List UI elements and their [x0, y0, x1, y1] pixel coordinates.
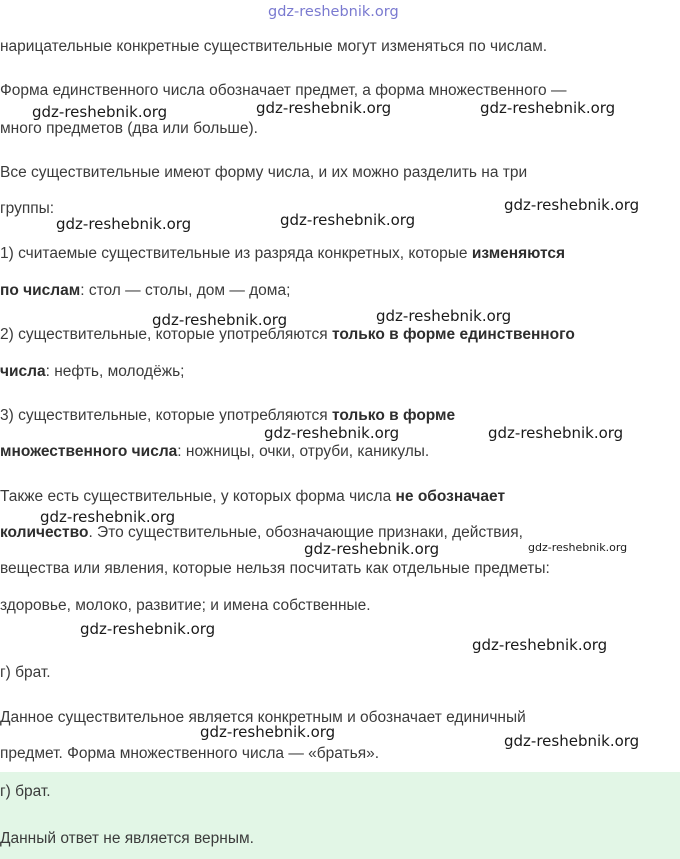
- watermark: gdz-reshebnik.org: [376, 307, 512, 325]
- text-line: г) брат.: [0, 664, 51, 681]
- text-line: много предметов (два или больше).: [0, 120, 258, 137]
- watermark: gdz-reshebnik.org: [472, 636, 608, 654]
- text-line: 1) считаемые существительные из разряда конкретных, которые изменяются: [0, 245, 566, 262]
- watermark: gdz-reshebnik.org: [56, 215, 192, 233]
- answer-verdict: Данный ответ не является верным.: [0, 830, 254, 847]
- text-line: Данное существительное является конкретным и обозначает единичный: [0, 709, 526, 726]
- watermark: gdz-reshebnik.org: [504, 732, 640, 750]
- watermark: gdz-reshebnik.org: [480, 99, 616, 117]
- watermark: gdz-reshebnik.org: [80, 620, 216, 638]
- text-line: группы:: [0, 200, 55, 217]
- text-line: здоровье, молоко, развитие; и имена собственные.: [0, 597, 371, 614]
- answer-option: г) брат.: [0, 783, 51, 800]
- text-line: Все существительные имеют форму числа, и их можно разделить на три: [0, 164, 528, 181]
- watermark: gdz-reshebnik.org: [504, 196, 640, 214]
- watermark: gdz-reshebnik.org: [152, 311, 288, 329]
- watermark: gdz-reshebnik.org: [200, 723, 336, 741]
- watermark: gdz-reshebnik.org: [268, 4, 399, 20]
- text-line: Также есть существительные, у которых форма числа не обозначает: [0, 488, 506, 505]
- text-line: числа: нефть, молодёжь;: [0, 363, 185, 380]
- watermark: gdz-reshebnik.org: [40, 508, 176, 526]
- text-line: Форма единственного числа обозначает предмет, а форма множественного —: [0, 82, 567, 99]
- watermark: gdz-reshebnik.org: [488, 424, 624, 442]
- watermark: gdz-reshebnik.org: [280, 211, 416, 229]
- text-line: количество. Это существительные, обозначающие признаки, действия,: [0, 524, 523, 541]
- text-line: 2) существительные, которые употребляются только в форме единственного: [0, 326, 575, 343]
- watermark: gdz-reshebnik.org: [256, 99, 392, 117]
- text-line: по числам: стол — столы, дом — дома;: [0, 282, 291, 299]
- text-line: предмет. Форма множественного числа — «братья».: [0, 745, 380, 762]
- text-line: 3) существительные, которые употребляются только в форме: [0, 407, 456, 424]
- watermark: gdz-reshebnik.org: [264, 424, 400, 442]
- text-line: вещества или явления, которые нельзя посчитать как отдельные предметы:: [0, 560, 550, 577]
- watermark: gdz-reshebnik.org: [304, 540, 440, 558]
- text-line: множественного числа: ножницы, очки, отруби, каникулы.: [0, 443, 430, 460]
- watermark: gdz-reshebnik.org: [528, 541, 628, 554]
- watermark: gdz-reshebnik.org: [32, 103, 168, 121]
- text-line: нарицательные конкретные существительные могут изменяться по числам.: [0, 38, 548, 55]
